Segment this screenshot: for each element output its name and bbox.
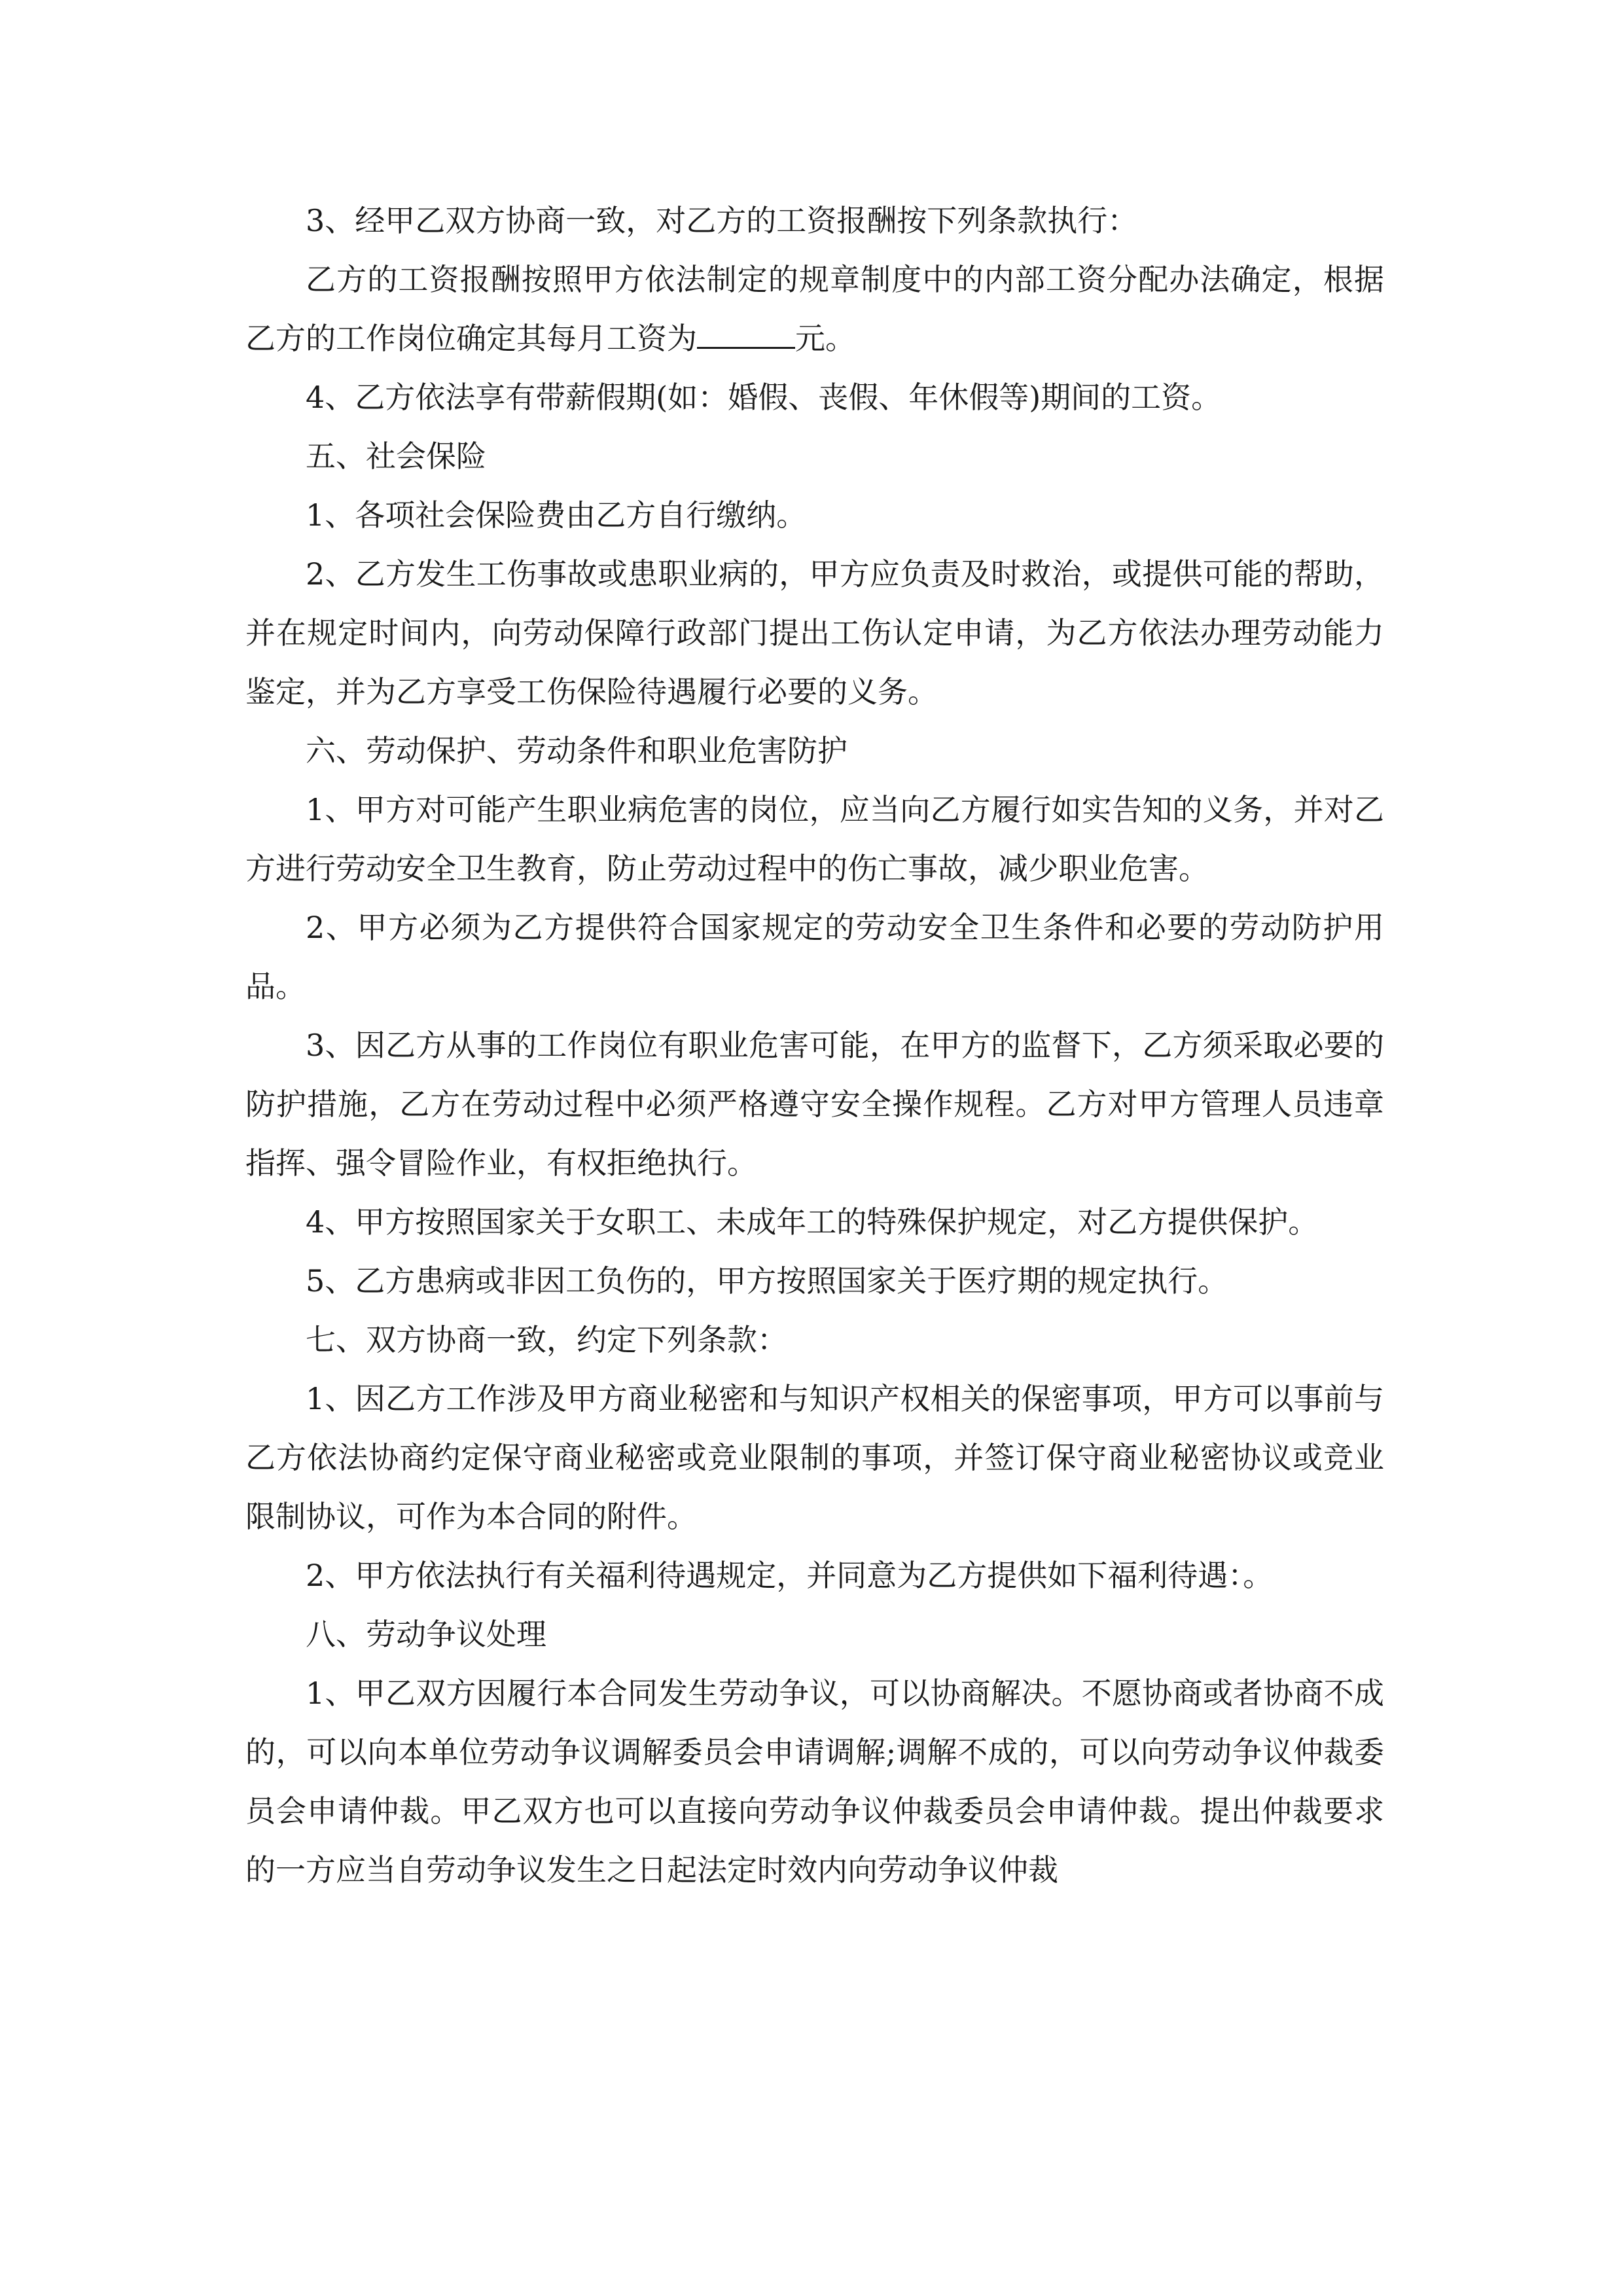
paragraph-paid-leave: 4、乙方依法享有带薪假期(如：婚假、丧假、年休假等)期间的工资。 — [306, 380, 1222, 415]
paragraph-insurance-fees: 1、各项社会保险费由乙方自行缴纳。 — [306, 497, 807, 533]
paragraph-confidentiality: 1、因乙方工作涉及甲方商业秘密和与知识产权相关的保密事项，甲方可以事前与乙方依法协商约定保守商业秘密或竞业限制的事项，并签订保守商业秘密协议或竞业限制协议，可作为本合同的附件。 — [245, 1381, 1384, 1534]
paragraph-work-injury: 2、乙方发生工伤事故或患职业病的，甲方应负责及时救治，或提供可能的帮助，并在规定时间内，向劳动保障行政部门提出工伤认定申请，为乙方依法办理劳动能力鉴定，并为乙方享受工伤保险待遇履行必要的义务。 — [245, 556, 1384, 709]
paragraph-wage-negotiation: 3、经甲乙双方协商一致，对乙方的工资报酬按下列条款执行： — [306, 203, 1138, 238]
heading-dispute-handling: 八、劳动争议处理 — [306, 1617, 546, 1652]
heading-social-insurance: 五、社会保险 — [306, 439, 486, 474]
heading-labor-protection: 六、劳动保护、劳动条件和职业危害防护 — [306, 733, 847, 768]
heading-agreed-terms: 七、双方协商一致，约定下列条款： — [306, 1322, 787, 1357]
paragraph-hazard-notice: 1、甲方对可能产生职业病危害的岗位，应当向乙方履行如实告知的义务，并对乙方进行劳动安全卫生教育，防止劳动过程中的伤亡事故，减少职业危害。 — [245, 792, 1384, 886]
paragraph-dispute-resolution: 1、甲乙双方因履行本合同发生劳动争议，可以协商解决。不愿协商或者协商不成的，可以向本单位劳动争议调解委员会申请调解;调解不成的，可以向劳动争议仲裁委员会申请仲裁。甲乙双方也可以直接向劳动争议仲裁委员会申请仲裁。提出仲裁要求的一方应当自劳动争议发生之日起法定时效内向劳动争议仲裁 — [245, 1676, 1384, 1888]
paragraph-safety-conditions: 2、甲方必须为乙方提供符合国家规定的劳动安全卫生条件和必要的劳动防护用品。 — [245, 910, 1384, 1004]
paragraph-wage-rule-text: 乙方的工资报酬按照甲方依法制定的规章制度中的内部工资分配办法确定，根据乙方的工作岗位确定其每月工资为 — [245, 262, 1384, 356]
paragraph-medical-period: 5、乙方患病或非因工负伤的，甲方按照国家关于医疗期的规定执行。 — [306, 1263, 1228, 1299]
document-body — [245, 191, 1384, 1899]
paragraph-protective-measures: 3、因乙方从事的工作岗位有职业危害可能，在甲方的监督下，乙方须采取必要的防护措施，乙方在劳动过程中必须严格遵守安全操作规程。乙方对甲方管理人员违章指挥、强令冒险作业，有权拒绝执行。 — [245, 1028, 1384, 1181]
paragraph-wage-rule-suffix: 元。 — [795, 321, 855, 356]
monthly-wage-blank — [697, 320, 795, 349]
paragraph-wage-rule — [245, 250, 1384, 368]
paragraph-special-protection: 4、甲方按照国家关于女职工、未成年工的特殊保护规定，对乙方提供保护。 — [306, 1204, 1319, 1240]
paragraph-welfare: 2、甲方依法执行有关福利待遇规定，并同意为乙方提供如下福利待遇：。 — [306, 1558, 1274, 1593]
